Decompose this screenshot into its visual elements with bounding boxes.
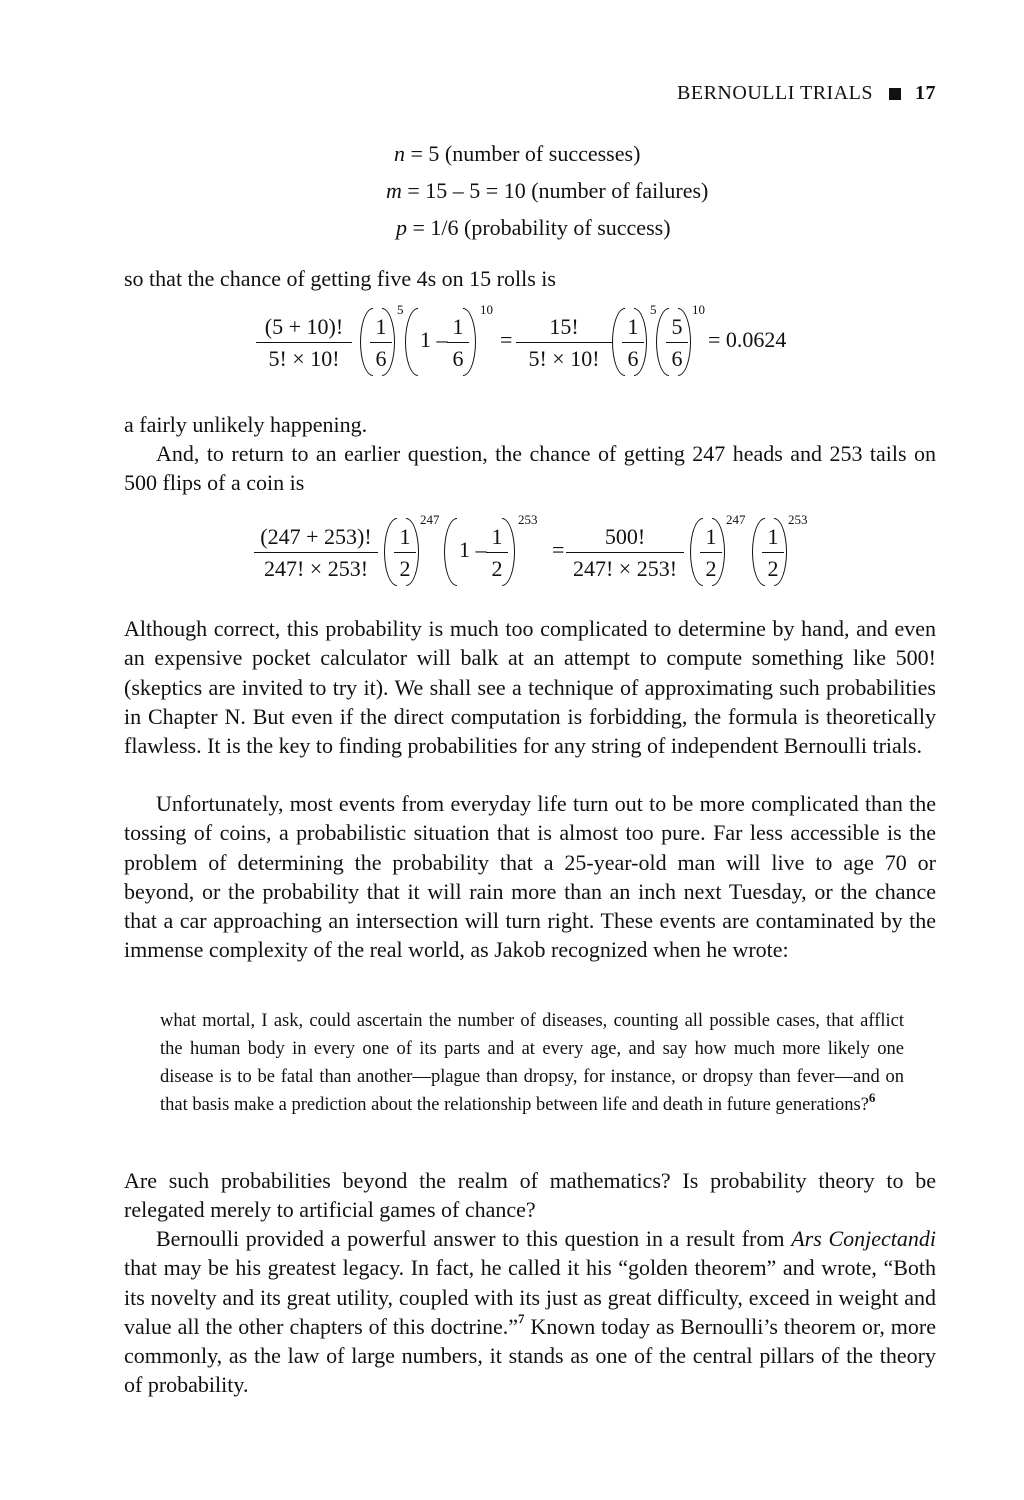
given-n [394, 141, 640, 167]
left-paren-icon [405, 308, 418, 376]
eq1-equals: = [500, 327, 513, 352]
equation-coins [0, 510, 1024, 590]
given-m-text: = 15 – 5 = 10 (number of failures) [407, 178, 709, 203]
equation-dice [0, 300, 1024, 380]
var-m: m [386, 178, 402, 203]
eq1-fraction-2: 15! 5! × 10! [516, 314, 612, 372]
square-bullet-icon [889, 88, 901, 100]
block-quote-text: what mortal, I ask, could ascertain the number of diseases, counting all possible cases, that afflict the human body in every one of its parts and at every age, and say how much more likely one disease is to be fatal than another—plague than dropsy, for instance, or dropsy than fever—and on that basis make a prediction about the relationship between life and death in future generations? [160, 1011, 904, 1115]
eq2-equals: = [552, 537, 565, 562]
running-title: BERNOULLI TRIALS [677, 82, 873, 104]
eq1-one-sixth-c: 1 6 [622, 314, 644, 372]
footnote-ref-6: 6 [868, 1090, 876, 1105]
paragraph-3: And, to return to an earlier question, the chance of getting 247 heads and 253 tails on 500 flips of a coin is [124, 441, 936, 496]
eq2-one-half-c: 1 2 [700, 524, 722, 582]
right-paren-icon [502, 518, 515, 586]
eq2-exp-253b: 253 [788, 512, 808, 527]
given-n-text: = 5 (number of successes) [410, 141, 641, 166]
given-p [396, 215, 671, 241]
eq1-one-minus: 1 – [420, 327, 448, 352]
var-n: n [394, 141, 405, 166]
paragraph-2: a fairly unlikely happening. [124, 412, 368, 437]
paragraph-1: so that the chance of getting five 4s on 15 rolls is [124, 266, 556, 291]
eq1-exp-5: 5 [397, 302, 404, 317]
given-m [386, 178, 708, 204]
eq2-one-half: 1 2 [394, 524, 416, 582]
right-paren-icon [382, 308, 395, 376]
paragraph-4: Although correct, this probability is much too complicated to determine by hand, and even an expensive pocket calculator will balk at an attempt to compute something like 500! (skeptics are invited to try it). We shall see a technique of approximating such probabilities in Chapter N. But even if the direct computation is forbidding, the formula is theoretically flawless. It is the key to finding probabilities for any string of independent Bernoulli trials. [124, 616, 936, 759]
given-p-text: = 1/6 (probability of success) [412, 215, 671, 240]
left-paren-icon [444, 518, 457, 586]
eq1-fraction-1: (5 + 10)! 5! × 10! [256, 314, 352, 372]
eq2-exp-247b: 247 [726, 512, 746, 527]
right-paren-icon [774, 518, 787, 586]
eq1-one-sixth-b: 1 6 [447, 314, 469, 372]
footnote-ref-7: 7 [518, 1310, 525, 1326]
eq1-exp-5b: 5 [650, 302, 657, 317]
eq2-one-half-b: 1 2 [486, 524, 508, 582]
book-title-ars-conjectandi: Ars Conjectandi [791, 1226, 936, 1251]
page-number: 17 [915, 82, 936, 104]
eq2-fraction-1: (247 + 253)! 247! × 253! [254, 524, 378, 582]
eq2-one-minus: 1 – [459, 537, 487, 562]
paragraph-5: Unfortunately, most events from everyday life turn out to be more complicated than the tossing of coins, a probabilistic situation that is almost too pure. Far less accessible is the problem of determining the probability that a 25-year-old man will live to age 70 or beyond, or the probability that it will rain more than an inch next Tuesday, or the chance that a car approaching an intersection will turn right. These events are contaminated by the immense complexity of the real world, as Jakob recognized when he wrote: [124, 791, 936, 963]
right-paren-icon [406, 518, 419, 586]
right-paren-icon [463, 308, 476, 376]
var-p: p [396, 215, 407, 240]
right-paren-icon [678, 308, 691, 376]
eq1-result: = 0.0624 [708, 327, 787, 352]
right-paren-icon [634, 308, 647, 376]
eq2-exp-247: 247 [420, 512, 440, 527]
eq2-exp-253: 253 [518, 512, 538, 527]
paragraph-7: Bernoulli provided a powerful answer to this question in a result from Ars Conjectandi that may be his greatest legacy. In fact, he called it his “golden theorem” and wrote, “Both its novelty and its great utility, coupled with its just as great difficulty, exceed in weight and value all the other chapters of this doctrine.”$^7$ Known today as Bernoulli’s theorem or, more commonly, as the law of large numbers, it stands as one of the central pillars of the theory of probability. [124, 1226, 937, 1398]
right-paren-icon [712, 518, 725, 586]
eq1-one-sixth: 1 6 [370, 314, 392, 372]
eq2-one-half-d: 1 2 [762, 524, 784, 582]
paragraph-6: Are such probabilities beyond the realm of mathematics? Is probability theory to be relegated merely to artificial games of chance? [124, 1168, 936, 1223]
eq1-five-sixths: 5 6 [666, 314, 688, 372]
eq1-exp-10b: 10 [692, 302, 705, 317]
running-head [677, 82, 936, 105]
eq1-exp-10: 10 [480, 302, 493, 317]
eq2-fraction-2: 500! 247! × 253! [566, 524, 684, 582]
block-quote [160, 1007, 904, 1119]
